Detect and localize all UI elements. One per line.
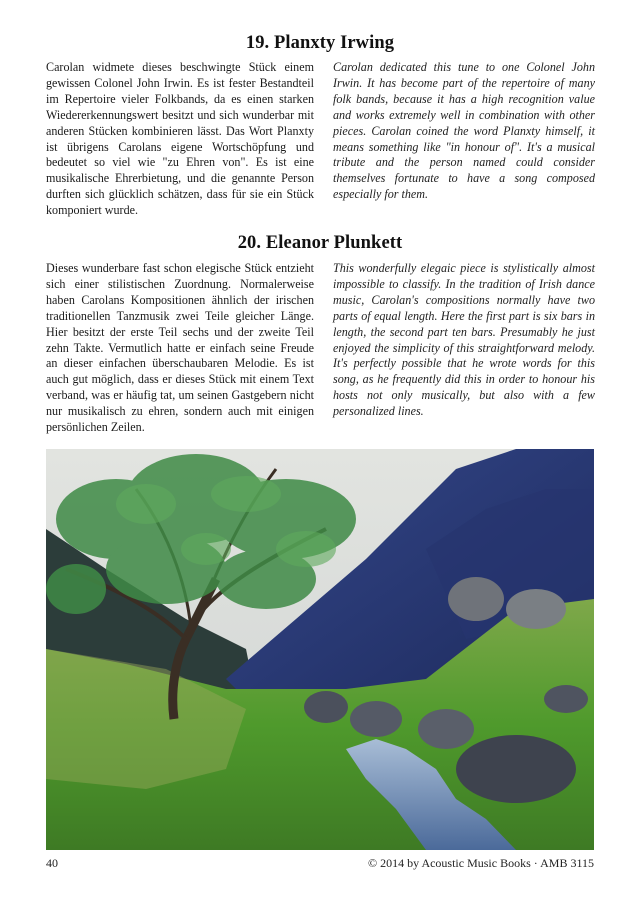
german-text-20: Dieses wunderbare fast schon elegische Stück entzieht sich einer stilistischen Zuordnung. Normalerweise haben Carolans Kompositionen ähnlich der irischen traditionellen Tanzmusik zwei Teile gleicher Länge. Hier besitzt der erste Teil sechs und der zweite Teil zehn Takte. Vermutlich hatte er einfach seine Freude an dieser einfachen überschaubaren Melodie. Es ist auch gut möglich, dass er dieses Stück mit einem Text verband, was er häufig tat, um seinen Gastgebern nicht nur musikalisch zu ehren, sondern auch mit einigen persönlichen Zeilen. [46, 261, 314, 435]
page-number: 40 [46, 856, 58, 870]
copyright-notice: © 2014 by Acoustic Music Books · AMB 3115 [367, 856, 594, 870]
english-text-20: This wonderfully elegaic piece is stylistically almost impossible to classify. In the tradition of Irish dance music, Carolan's compositions normally have two parts of equal length. Here the first part is six bars in length, the second part ten bars. Presumably he just enjoyed the simplicity of this straightforward melody. It's perfectly possible that he wrote words for this song, as he frequently did this in order to honour his hosts not only musically, but also with a few personalized lines. [333, 261, 595, 419]
section-title-20: 20. Eleanor Plunkett [237, 233, 403, 253]
german-text-19: Carolan widmete dieses beschwingte Stück einem gewissen Colonel John Irwin. Es ist fester Bestandteil im Repertoire vieler Folkbands, da es einen starken Wiedererkennungswert besitzt und sich wunderbar mit anderen Stücken kombinieren lässt. Das Wort Planxty ist übrigens Carolans eigene Wortschöpfung und bedeutet so viel wie "zu Ehren von". Es ist eine musikalische Ehrerbietung, und die genannte Person durften sich glücklich schätzen, dass für sie ein Stück komponiert wurde. [46, 60, 314, 218]
landscape-photo [46, 449, 594, 850]
section-title-19: 19. Planxty Irwing [245, 33, 395, 53]
landscape-illustration [46, 449, 594, 850]
english-text-19: Carolan dedicated this tune to one Colonel John Irwin. It has become part of the repertoire of many folk bands, because it has a high recognition value and works extremely well in combination with other pieces. Carolan coined the word Planxty himself, it means something like "in honour of". It's a musical tribute and the person named could consider themselves fortunate to have a song composed especially for them. [333, 60, 595, 202]
